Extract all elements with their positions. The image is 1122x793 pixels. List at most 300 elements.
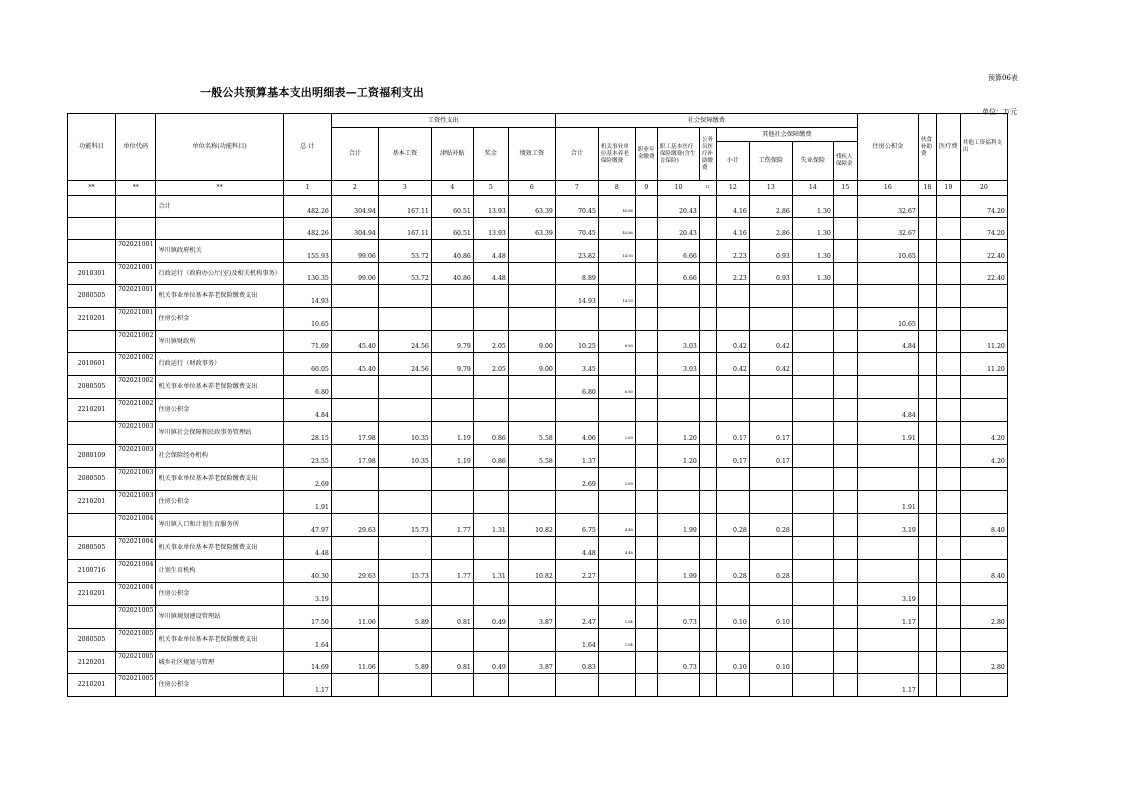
row-value-cell: 3.03: [657, 331, 699, 353]
table-row: [68, 652, 1008, 674]
row-value-cell: [598, 652, 635, 674]
row-value-cell: 1.30: [792, 263, 833, 285]
row-value-cell: [331, 583, 378, 606]
row-value-cell: [833, 308, 857, 331]
row-value-cell: [473, 583, 508, 606]
row-value-cell: [936, 285, 960, 308]
column-index-cell: 13: [749, 181, 792, 196]
row-value-cell: [635, 331, 657, 353]
column-index-cell: 4: [431, 181, 473, 196]
row-function-code: 2210201: [68, 491, 116, 514]
row-unit-code: 702021001: [116, 240, 156, 263]
row-total-value: 23.55: [283, 445, 331, 468]
column-index-cell: 11: [699, 181, 716, 196]
row-value-cell: [833, 422, 857, 445]
row-value-cell: [635, 196, 657, 218]
row-value-cell: [960, 583, 1007, 606]
row-unit-name: 机关事业单位基本养老保险缴费支出: [156, 376, 283, 399]
header-other-social: 其他社会保障缴费: [716, 128, 857, 142]
row-unit-name: 行政运行（财政事务）: [156, 353, 283, 376]
row-value-cell: [699, 514, 716, 537]
row-value-cell: 3.19: [857, 583, 918, 606]
row-value-cell: [833, 514, 857, 537]
row-value-cell: 1.91: [857, 491, 918, 514]
row-unit-name: 行政运行（政府办公厅(室)及相关机构事务）: [156, 263, 283, 285]
row-value-cell: 24.56: [378, 353, 431, 376]
row-value-cell: [635, 376, 657, 399]
row-total-value: 14.69: [283, 652, 331, 674]
row-value-cell: [936, 196, 960, 218]
column-index-cell: 14: [792, 181, 833, 196]
column-index-cell: 8: [598, 181, 635, 196]
row-value-cell: [508, 376, 555, 399]
row-value-cell: [473, 285, 508, 308]
row-value-cell: 2.86: [749, 218, 792, 240]
row-value-cell: 0.10: [716, 606, 749, 629]
row-value-cell: [918, 606, 936, 629]
row-total-value: 2.69: [283, 468, 331, 491]
row-total-value: 155.93: [283, 240, 331, 263]
row-value-cell: 0.42: [716, 331, 749, 353]
row-value-cell: 2.23: [716, 240, 749, 263]
row-value-cell: 63.39: [508, 196, 555, 218]
row-unit-name: 住房公积金: [156, 583, 283, 606]
table-row: [68, 376, 1008, 399]
row-value-cell: [378, 308, 431, 331]
row-value-cell: [792, 399, 833, 422]
row-unit-name: 住房公积金: [156, 399, 283, 422]
row-total-value: 482.26: [283, 196, 331, 218]
header-wage-bonus: 奖金: [473, 128, 508, 181]
row-value-cell: 1.77: [431, 560, 473, 583]
row-unit-code: 702021004: [116, 560, 156, 583]
table-row: [68, 218, 1008, 240]
row-value-cell: 0.28: [749, 560, 792, 583]
row-value-cell: [833, 674, 857, 697]
row-value-cell: [792, 514, 833, 537]
row-value-cell: 63.39: [508, 218, 555, 240]
row-value-cell: 15.73: [378, 560, 431, 583]
row-value-cell: 1.31: [473, 560, 508, 583]
row-value-cell: [918, 285, 936, 308]
row-value-cell: [960, 537, 1007, 560]
row-value-cell: [716, 285, 749, 308]
row-value-cell: [918, 263, 936, 285]
row-value-cell: [792, 491, 833, 514]
row-value-cell: [833, 263, 857, 285]
header-social-group: 社会保障缴费: [555, 114, 857, 128]
row-value-cell: [635, 353, 657, 376]
row-value-cell: 304.94: [331, 218, 378, 240]
row-value-cell: [749, 583, 792, 606]
row-value-cell: 0.73: [657, 606, 699, 629]
row-value-cell: [792, 537, 833, 560]
row-value-cell: 53.72: [378, 240, 431, 263]
row-value-cell: [960, 468, 1007, 491]
row-unit-name: 岑川镇政府机关: [156, 240, 283, 263]
row-value-cell: [635, 468, 657, 491]
row-unit-code: 702021003: [116, 468, 156, 491]
row-value-cell: [635, 399, 657, 422]
row-value-cell: [792, 560, 833, 583]
row-value-cell: [508, 285, 555, 308]
row-value-cell: [598, 674, 635, 697]
table-row: [68, 468, 1008, 491]
row-value-cell: [378, 285, 431, 308]
row-value-cell: [792, 468, 833, 491]
row-value-cell: [918, 560, 936, 583]
row-value-cell: 99.06: [331, 263, 378, 285]
row-value-cell: [936, 468, 960, 491]
row-value-cell: [792, 353, 833, 376]
row-value-cell: 4.48: [473, 263, 508, 285]
header-other-welfare: 其他工资福利支出: [960, 114, 1007, 181]
row-value-cell: 40.86: [431, 263, 473, 285]
row-value-cell: [473, 399, 508, 422]
row-value-cell: [331, 629, 378, 652]
row-value-cell: [431, 468, 473, 491]
row-function-code: 2100716: [68, 560, 116, 583]
row-value-cell: [936, 583, 960, 606]
row-value-cell: [918, 308, 936, 331]
row-value-cell: 2.69: [555, 468, 598, 491]
row-value-cell: 6.66: [657, 263, 699, 285]
row-value-cell: 4.16: [716, 196, 749, 218]
row-value-cell: [598, 308, 635, 331]
row-value-cell: 4.06: [555, 422, 598, 445]
row-value-cell: 10.82: [508, 514, 555, 537]
row-value-cell: [699, 331, 716, 353]
row-value-cell: [657, 629, 699, 652]
row-value-cell: [378, 399, 431, 422]
row-value-cell: [833, 353, 857, 376]
row-value-cell: [792, 331, 833, 353]
row-value-cell: 0.93: [749, 240, 792, 263]
row-value-cell: [936, 560, 960, 583]
row-value-cell: [749, 399, 792, 422]
row-value-cell: [473, 491, 508, 514]
row-value-cell: [749, 491, 792, 514]
row-value-cell: [960, 491, 1007, 514]
table-row: [68, 606, 1008, 629]
header-civil-medical: 公务员医疗补助缴费: [699, 128, 716, 181]
row-value-cell: 11.20: [960, 331, 1007, 353]
row-unit-name: [156, 218, 283, 240]
row-value-cell: 60.51: [431, 218, 473, 240]
row-function-code: [68, 331, 116, 353]
row-value-cell: [378, 468, 431, 491]
row-value-cell: 32.67: [857, 196, 918, 218]
row-value-cell: 70.45: [555, 218, 598, 240]
column-index-cell: 20: [960, 181, 1007, 196]
row-value-cell: 5.89: [378, 652, 431, 674]
row-value-cell: [749, 468, 792, 491]
row-value-cell: [918, 583, 936, 606]
row-value-cell: [960, 308, 1007, 331]
row-function-code: 2080505: [68, 376, 116, 399]
row-value-cell: [657, 583, 699, 606]
row-value-cell: [699, 491, 716, 514]
row-value-cell: [936, 491, 960, 514]
table-row: [68, 263, 1008, 285]
header-medfee: 医疗费: [936, 114, 960, 181]
row-value-cell: 0.86: [473, 422, 508, 445]
row-value-cell: [699, 468, 716, 491]
row-value-cell: [331, 376, 378, 399]
row-value-cell: [378, 583, 431, 606]
row-value-cell: [857, 652, 918, 674]
row-value-cell: [936, 376, 960, 399]
row-value-cell: [473, 468, 508, 491]
header-medical: 职工基本医疗保险缴费(含生育保险): [657, 128, 699, 181]
row-function-code: 2080505: [68, 537, 116, 560]
row-value-cell: [936, 218, 960, 240]
row-value-cell: 6.66: [657, 240, 699, 263]
column-index-cell: 2: [331, 181, 378, 196]
row-value-cell: 0.42: [749, 353, 792, 376]
row-value-cell: [331, 674, 378, 697]
row-value-cell: 11.20: [960, 353, 1007, 376]
row-value-cell: 1.20: [657, 445, 699, 468]
row-value-cell: [699, 422, 716, 445]
row-value-cell: [508, 583, 555, 606]
row-unit-code: 702021004: [116, 583, 156, 606]
row-value-cell: [936, 629, 960, 652]
row-value-cell: [857, 285, 918, 308]
row-value-cell: [716, 308, 749, 331]
row-value-cell: 4.16: [716, 218, 749, 240]
row-value-cell: [936, 353, 960, 376]
header-wage-group: 工资性支出: [331, 114, 555, 128]
row-value-cell: 9.79: [431, 353, 473, 376]
table-row: [68, 422, 1008, 445]
row-value-cell: [833, 376, 857, 399]
row-value-cell: [749, 376, 792, 399]
row-total-value: 1.91: [283, 491, 331, 514]
row-value-cell: [331, 399, 378, 422]
row-unit-code: 702021001: [116, 263, 156, 285]
row-value-cell: [508, 308, 555, 331]
row-value-cell: [657, 491, 699, 514]
row-value-cell: 17.98: [331, 422, 378, 445]
row-value-cell: [699, 263, 716, 285]
row-value-cell: [431, 674, 473, 697]
row-value-cell: 10.65: [857, 308, 918, 331]
row-value-cell: [918, 629, 936, 652]
row-value-cell: [833, 629, 857, 652]
row-function-code: [68, 218, 116, 240]
table-row: [68, 399, 1008, 422]
row-value-cell: [598, 399, 635, 422]
table-row: [68, 331, 1008, 353]
column-index-row: [68, 181, 1008, 196]
row-value-cell: 4.48: [598, 514, 635, 537]
row-value-cell: [918, 537, 936, 560]
row-value-cell: 10.25: [555, 331, 598, 353]
row-value-cell: [792, 674, 833, 697]
row-value-cell: 4.20: [960, 445, 1007, 468]
header-social-total: 合计: [555, 128, 598, 181]
row-value-cell: 60.51: [431, 196, 473, 218]
row-value-cell: [699, 353, 716, 376]
row-value-cell: [936, 652, 960, 674]
header-meal: 伙食补助费: [918, 114, 936, 181]
row-unit-code: 702021001: [116, 285, 156, 308]
row-value-cell: 1.30: [792, 240, 833, 263]
row-value-cell: 5.58: [508, 422, 555, 445]
row-value-cell: 0.83: [555, 652, 598, 674]
row-value-cell: 11.06: [331, 652, 378, 674]
row-value-cell: [857, 537, 918, 560]
header-housing: 住房公积金: [857, 114, 918, 181]
header-injury: 工伤保险: [749, 142, 792, 181]
row-value-cell: [936, 445, 960, 468]
row-value-cell: [657, 674, 699, 697]
table-row: [68, 308, 1008, 331]
row-value-cell: [918, 491, 936, 514]
header-wage-total: 合计: [331, 128, 378, 181]
row-value-cell: [431, 308, 473, 331]
row-value-cell: [716, 537, 749, 560]
row-value-cell: 10.65: [857, 240, 918, 263]
row-value-cell: [792, 285, 833, 308]
header-disabled: 残疾人保障金: [833, 142, 857, 181]
row-value-cell: [699, 196, 716, 218]
table-row: [68, 240, 1008, 263]
row-value-cell: [792, 422, 833, 445]
row-value-cell: 10.35: [378, 445, 431, 468]
column-index-cell: **: [116, 181, 156, 196]
table-row: [68, 196, 1008, 218]
row-value-cell: [918, 218, 936, 240]
row-value-cell: [431, 537, 473, 560]
header-total: 总 计: [283, 114, 331, 181]
row-value-cell: [331, 537, 378, 560]
row-value-cell: [936, 399, 960, 422]
row-unit-code: 702021002: [116, 331, 156, 353]
row-value-cell: 1.19: [431, 422, 473, 445]
table-row: [68, 560, 1008, 583]
row-value-cell: [960, 629, 1007, 652]
row-value-cell: [598, 445, 635, 468]
row-value-cell: 1.17: [857, 606, 918, 629]
row-unit-name: 岑川镇规划建设管理站: [156, 606, 283, 629]
row-unit-name: 机关事业单位基本养老保险缴费支出: [156, 285, 283, 308]
row-value-cell: 45.40: [331, 353, 378, 376]
row-value-cell: 4.20: [960, 422, 1007, 445]
row-value-cell: 14.93: [598, 285, 635, 308]
row-value-cell: [378, 491, 431, 514]
row-value-cell: [635, 674, 657, 697]
column-index-cell: 7: [555, 181, 598, 196]
row-unit-code: 702021002: [116, 376, 156, 399]
row-value-cell: [635, 514, 657, 537]
table-row: [68, 491, 1008, 514]
row-value-cell: 20.43: [657, 218, 699, 240]
row-total-value: 40.30: [283, 560, 331, 583]
row-value-cell: [960, 376, 1007, 399]
row-value-cell: [792, 652, 833, 674]
row-value-cell: [555, 308, 598, 331]
row-value-cell: [635, 491, 657, 514]
table-row: [68, 353, 1008, 376]
row-function-code: 2080505: [68, 629, 116, 652]
row-value-cell: [918, 196, 936, 218]
column-index-cell: 18: [918, 181, 936, 196]
row-value-cell: 2.69: [598, 422, 635, 445]
row-function-code: [68, 196, 116, 218]
row-value-cell: [635, 606, 657, 629]
row-value-cell: 2.80: [960, 652, 1007, 674]
row-unit-code: 702021004: [116, 537, 156, 560]
row-value-cell: [699, 445, 716, 468]
row-value-cell: 2.05: [473, 331, 508, 353]
header-func: 功能科目: [68, 114, 116, 181]
row-value-cell: 0.17: [749, 422, 792, 445]
row-value-cell: 0.17: [716, 422, 749, 445]
row-value-cell: 0.10: [749, 652, 792, 674]
row-value-cell: [378, 376, 431, 399]
row-value-cell: 17.98: [331, 445, 378, 468]
row-value-cell: [749, 285, 792, 308]
column-index-cell: 6: [508, 181, 555, 196]
row-value-cell: [635, 629, 657, 652]
row-value-cell: [857, 263, 918, 285]
row-value-cell: [473, 308, 508, 331]
row-value-cell: 9.79: [431, 331, 473, 353]
row-unit-code: 702021003: [116, 422, 156, 445]
row-value-cell: 5.58: [508, 445, 555, 468]
row-value-cell: 45.40: [331, 331, 378, 353]
row-value-cell: [716, 674, 749, 697]
row-value-cell: [635, 240, 657, 263]
row-value-cell: 1.77: [431, 514, 473, 537]
row-value-cell: [331, 491, 378, 514]
row-value-cell: 11.06: [331, 606, 378, 629]
row-value-cell: [699, 606, 716, 629]
row-value-cell: [918, 468, 936, 491]
row-total-value: 482.26: [283, 218, 331, 240]
row-value-cell: 8.40: [960, 560, 1007, 583]
row-total-value: 14.93: [283, 285, 331, 308]
row-unit-code: 702021001: [116, 308, 156, 331]
row-value-cell: [833, 583, 857, 606]
row-unit-name: 机关事业单位基本养老保险缴费支出: [156, 537, 283, 560]
row-value-cell: [833, 491, 857, 514]
row-unit-name: 合计: [156, 196, 283, 218]
row-unit-name: 机关事业单位基本养老保险缴费支出: [156, 468, 283, 491]
budget-table: [67, 113, 1008, 697]
row-value-cell: [635, 652, 657, 674]
row-value-cell: [598, 491, 635, 514]
row-value-cell: [833, 606, 857, 629]
row-value-cell: [699, 629, 716, 652]
row-value-cell: 29.63: [331, 560, 378, 583]
row-value-cell: 0.73: [657, 652, 699, 674]
row-total-value: 10.65: [283, 308, 331, 331]
row-value-cell: 0.28: [749, 514, 792, 537]
row-value-cell: [936, 674, 960, 697]
column-index-cell: 16: [857, 181, 918, 196]
row-value-cell: 70.45: [555, 196, 598, 218]
row-value-cell: [716, 629, 749, 652]
row-value-cell: 74.20: [960, 218, 1007, 240]
row-value-cell: 5.89: [378, 606, 431, 629]
row-value-cell: 8.40: [960, 514, 1007, 537]
row-value-cell: 0.86: [473, 445, 508, 468]
row-value-cell: [833, 399, 857, 422]
column-index-cell: **: [156, 181, 283, 196]
